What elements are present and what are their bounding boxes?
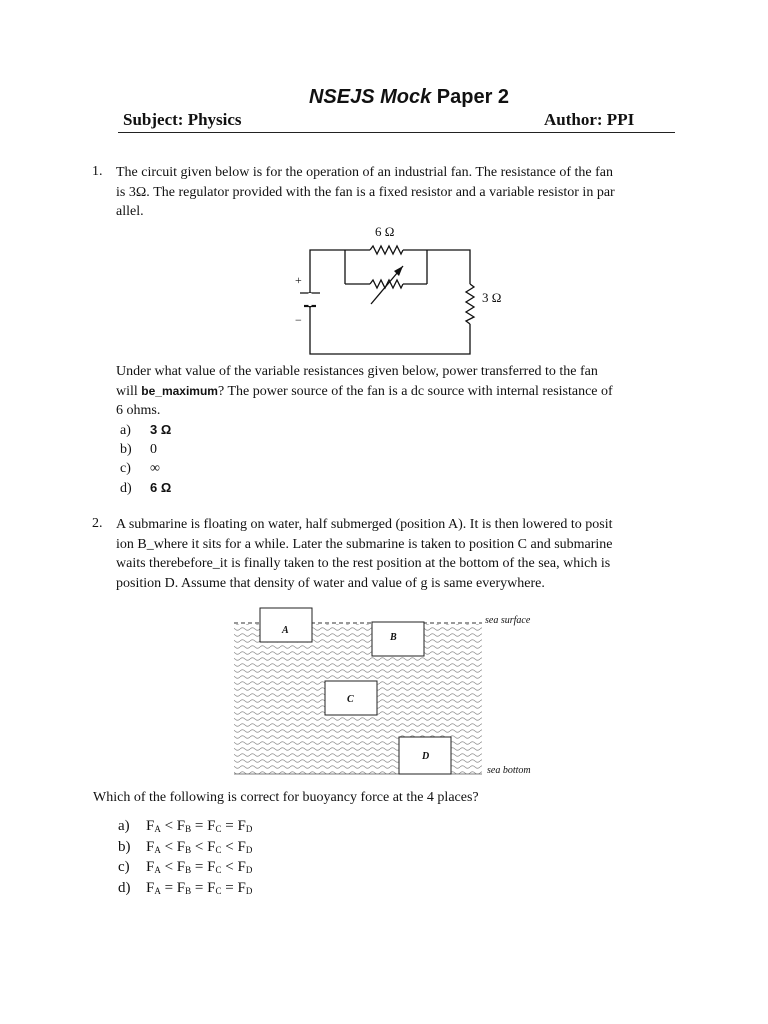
- option-label: c): [118, 859, 130, 875]
- q2-number: 2.: [92, 516, 103, 531]
- q1-question-line: Under what value of the variable resistances given below, power transferred to the fan: [116, 364, 598, 379]
- q1-text-line: The circuit given below is for the operation of an industrial fan. The resistance of the fan: [116, 165, 613, 180]
- q1-option-a: [120, 420, 171, 440]
- q1-options: [120, 420, 171, 498]
- q2-option-d: [118, 880, 252, 901]
- subscript: A: [154, 865, 161, 875]
- q2-text-line: position D. Assume that density of water and value of g is same everywhere.: [116, 575, 545, 591]
- buoyancy-expression: $F_A < F_B < F_C < F_D$: [146, 838, 253, 855]
- subscript: B: [185, 844, 192, 855]
- q1-text-line: is 3Ω. The regulator provided with the fan is a fixed resistor and a variable resistor in par: [116, 184, 615, 200]
- subscript: B: [185, 885, 192, 896]
- battery-plus-sign: +: [295, 273, 302, 287]
- q2-text: [116, 515, 686, 593]
- option-text: 3 Ω: [150, 422, 172, 437]
- buoyancy-expression: $F_A < F_B = F_C < F_D$: [146, 859, 253, 875]
- q1-question-text: will: [116, 383, 142, 399]
- option-label: a): [118, 818, 130, 834]
- subscript: B: [185, 824, 192, 834]
- option-label: d): [118, 879, 131, 896]
- buoyancy-expression: $F_A < F_B = F_C = F_D$: [146, 818, 253, 834]
- option-label: c): [120, 461, 131, 476]
- label-6-ohm: 6 Ω: [375, 224, 395, 239]
- author-label: Author: PPI: [544, 110, 635, 129]
- label-a: A: [282, 625, 289, 636]
- option-label: b): [118, 838, 131, 855]
- be-maximum-bold: be_maximum: [141, 383, 218, 398]
- subscript: D: [245, 865, 253, 875]
- q1-text-line: allel.: [116, 204, 144, 219]
- title-italic: NSEJS Mock: [308, 86, 432, 108]
- option-label: d): [120, 481, 132, 496]
- subscript: A: [154, 824, 161, 834]
- q1-question-text: ? The power source of the fan is a dc source with internal resistance of: [217, 383, 613, 399]
- q1-question-line: [116, 382, 686, 402]
- q1-number: 1.: [92, 164, 103, 179]
- submarine-diagram: [230, 602, 550, 780]
- subscript: A: [154, 885, 161, 896]
- subscript: C: [215, 844, 222, 855]
- submarine-position-b: [372, 622, 424, 656]
- q2-question: Which of the following is correct for buoyancy force at the 4 places?: [93, 790, 479, 805]
- subscript: D: [245, 824, 253, 834]
- q1-option-b: [120, 440, 171, 459]
- buoyancy-expression: $F_A = F_B = F_C = F_D$: [146, 879, 253, 896]
- label-b: B: [390, 632, 397, 643]
- sea-surface-label: sea surface: [485, 615, 531, 626]
- sea-bottom-label: sea bottom: [487, 765, 531, 776]
- q2-option-c: [118, 859, 252, 880]
- option-text: ∞: [150, 461, 160, 476]
- circuit-diagram: [285, 220, 515, 360]
- q1-option-c: [120, 459, 171, 478]
- subscript: C: [215, 824, 222, 834]
- option-text: 6 Ω: [150, 480, 172, 495]
- battery-minus-sign: −: [295, 313, 302, 327]
- q1-option-d: [120, 478, 171, 498]
- subscript: B: [185, 865, 192, 875]
- q1-question: [116, 362, 686, 421]
- option-label: a): [120, 423, 131, 438]
- q2-options: [118, 818, 252, 900]
- header-divider: [118, 132, 675, 133]
- option-label: b): [120, 442, 132, 457]
- label-c: C: [347, 694, 354, 705]
- q1-question-line: 6 ohms.: [116, 403, 161, 418]
- label-d: D: [422, 751, 430, 762]
- q2-option-a: [118, 818, 252, 839]
- q2-text-line: ion B_where it sits for a while. Later the submarine is taken to position C and submarine: [116, 536, 613, 552]
- q2-option-b: [118, 839, 252, 860]
- subscript: D: [245, 885, 253, 896]
- q2-text-line: A submarine is floating on water, half submerged (position A). It is then lowered to posit: [116, 517, 613, 532]
- q1-text: [116, 163, 686, 222]
- subject-label: Subject: Physics: [123, 110, 242, 129]
- subscript: D: [245, 844, 253, 855]
- subscript: C: [215, 885, 222, 896]
- page-title: [0, 86, 768, 109]
- subscript: A: [154, 844, 161, 855]
- label-3-ohm: 3 Ω: [482, 290, 502, 305]
- q2-text-line: waits therebefore_it is finally taken to the rest position at the bottom of the sea, which is: [116, 556, 611, 571]
- subscript: C: [215, 865, 222, 875]
- option-text: 0: [150, 442, 157, 457]
- title-rest: Paper 2: [436, 86, 510, 108]
